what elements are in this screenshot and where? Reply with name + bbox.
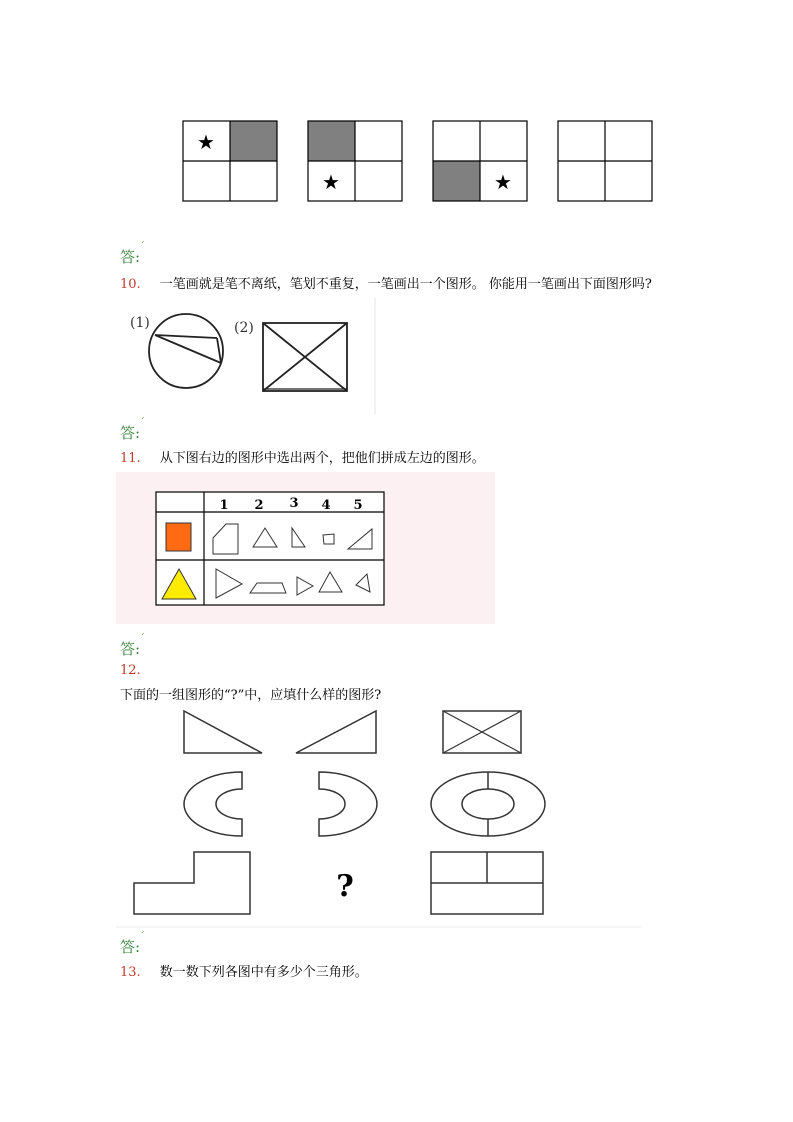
answer-mark: ˊ <box>140 242 145 252</box>
answer-label: 答: <box>120 424 141 442</box>
q10-circle-figure <box>149 314 223 388</box>
answer-label: 答: <box>120 248 141 266</box>
question-10 <box>120 273 740 292</box>
q12-question-mark: ? <box>336 869 354 904</box>
q11-header-2: 2 <box>254 498 264 513</box>
q10-figure <box>120 298 376 414</box>
question-12-text: 下面的一组图形的“?”中，应填什么样的图形? <box>120 688 382 703</box>
question-text: 从下图右边的图形中选出两个，把他们拼成左边的图形。 <box>159 451 485 466</box>
q9-grid-2-gray-cell <box>308 121 355 161</box>
q11-header-3: 3 <box>289 496 299 511</box>
q12-right-triangle-left <box>184 711 262 753</box>
q12-right-triangle-right <box>296 711 376 753</box>
answer-label: 答: <box>120 938 141 956</box>
q9-grids <box>182 120 654 202</box>
q9-grid-1 <box>183 121 277 201</box>
q11-piece-1-4 <box>323 534 334 544</box>
q9-grid-3-star: ★ <box>494 170 512 194</box>
q11-header-1: 1 <box>219 498 229 513</box>
q12-right-half-ring <box>319 772 377 836</box>
q9-grid-1-star: ★ <box>197 130 215 154</box>
q11-header-5: 5 <box>353 498 363 513</box>
answer-line-10[interactable] <box>120 418 145 443</box>
answer-label: 答: <box>120 640 141 658</box>
q9-grid-2-star: ★ <box>322 170 340 194</box>
q12-figure <box>116 706 641 928</box>
question-12-number: 12. <box>120 663 141 678</box>
q9-grid-2 <box>308 121 402 201</box>
answer-line-12[interactable] <box>120 932 145 957</box>
q11-orange-square <box>166 523 191 551</box>
question-text: 数一数下列各图中有多少个三角形。 <box>159 965 368 980</box>
q11-header-4: 4 <box>321 498 331 513</box>
question-text: 一笔画就是笔不离纸，笔划不重复，一笔画出一个图形。 你能用一笔画出下面图形吗? <box>159 277 652 292</box>
q9-grid-3 <box>433 121 527 201</box>
question-number: 13. <box>120 965 141 980</box>
answer-mark: ˊ <box>140 932 145 942</box>
q9-grid-4 <box>558 121 652 201</box>
q11-piece-2-2 <box>250 583 286 593</box>
q10-rectangle-figure <box>263 323 347 391</box>
q9-grid-1-gray-cell <box>230 121 277 161</box>
q12-left-half-ring <box>184 772 242 836</box>
q9-grid-figure <box>182 120 654 202</box>
answer-line-9[interactable] <box>120 242 145 267</box>
q10-label-2: (2) <box>234 320 254 336</box>
q12-divided-rectangle <box>431 852 543 914</box>
q12-l-shape <box>134 852 250 914</box>
question-number: 10. <box>120 277 141 292</box>
answer-mark: ˊ <box>140 418 145 428</box>
q12-bowtie-rectangle <box>443 711 521 753</box>
question-13 <box>120 961 740 980</box>
q12-full-ring <box>431 772 545 836</box>
question-number: 11. <box>120 451 141 466</box>
answer-mark: ˊ <box>140 634 145 644</box>
q11-figure <box>116 472 495 624</box>
answer-line-11[interactable] <box>120 634 145 659</box>
q9-grid-3-gray-cell <box>433 161 480 201</box>
q10-label-1: (1) <box>130 315 150 331</box>
question-11 <box>120 447 740 466</box>
